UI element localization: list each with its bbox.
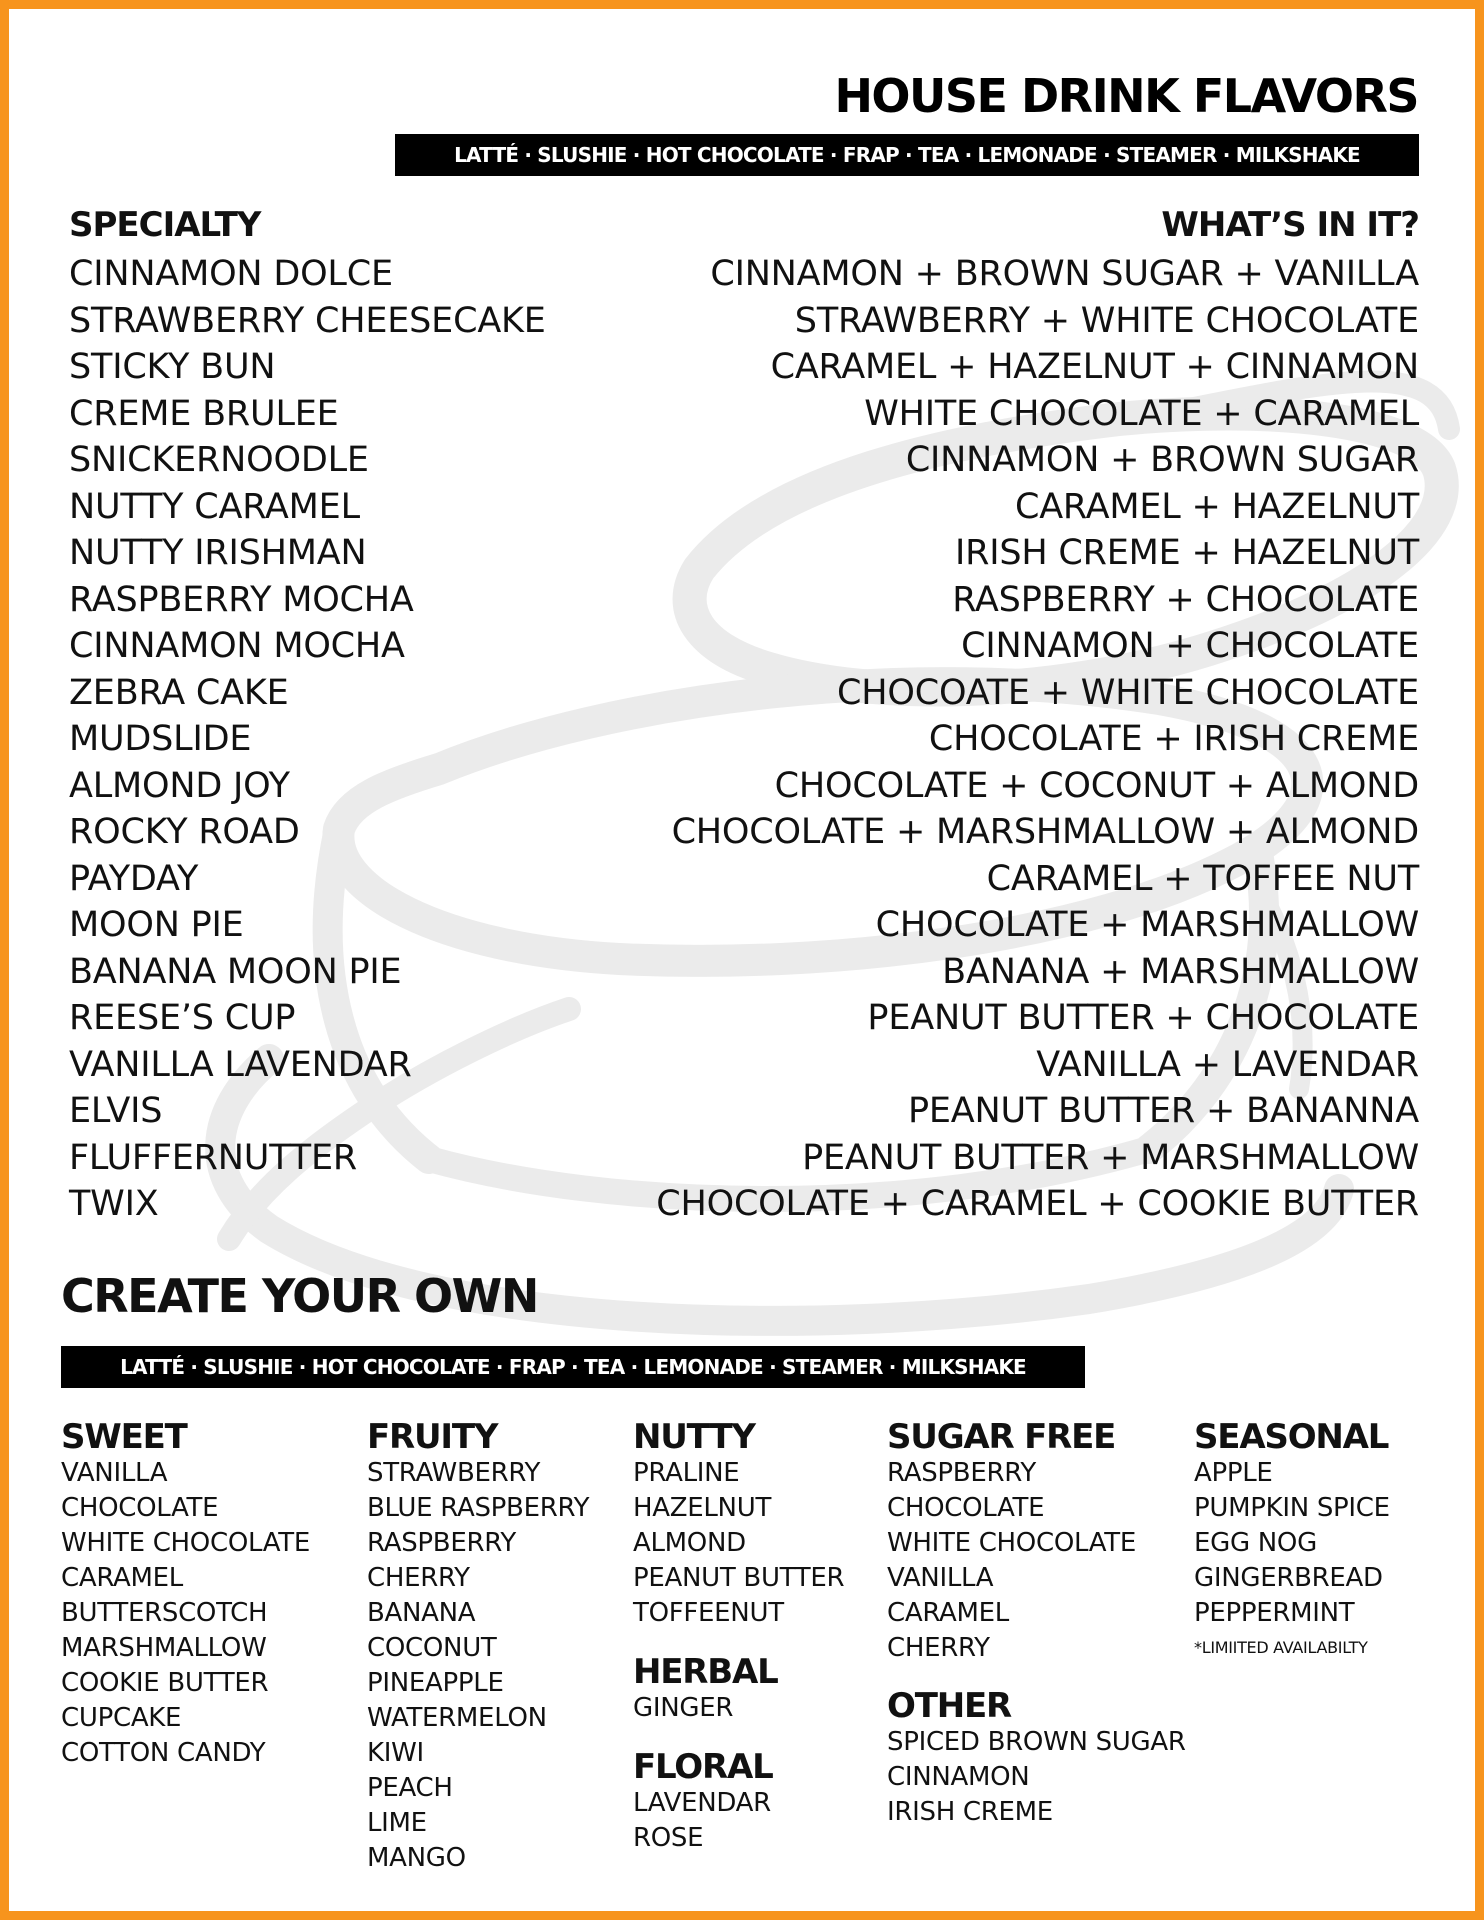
flavor-item: MANGO (367, 1843, 466, 1873)
category-heading: SEASONAL (1194, 1417, 1389, 1457)
category-sugar-free (887, 1418, 1136, 1666)
ingredients-item: STRAWBERRY + WHITE CHOCOLATE (794, 300, 1419, 341)
ingredients-item: IRISH CREME + HAZELNUT (954, 533, 1419, 573)
category-other (887, 1687, 1186, 1830)
flavor-item: KIWI (367, 1738, 424, 1768)
specialty-item: NUTTY CARAMEL (69, 486, 360, 527)
specialty-item: STRAWBERRY CHEESECAKE (69, 300, 546, 341)
flavor-item: PEACH (367, 1773, 453, 1803)
flavor-list (887, 1456, 1136, 1666)
specialty-item: NUTTY IRISHMAN (69, 533, 367, 573)
flavor-item: IRISH CREME (887, 1797, 1053, 1827)
flavor-item: ROSE (633, 1823, 704, 1853)
flavor-item: ALMOND (633, 1528, 746, 1558)
ingredients-item: CINNAMON + BROWN SUGAR (905, 440, 1419, 480)
specialty-item: STICKY BUN (69, 347, 276, 387)
flavor-item: SPICED BROWN SUGAR (887, 1727, 1186, 1757)
ingredients-item: BANANA + MARSHMALLOW (942, 951, 1419, 992)
specialty-item: FLUFFERNUTTER (69, 1137, 357, 1178)
ingredients-item: CINNAMON + CHOCOLATE (961, 626, 1419, 666)
flavor-item: COOKIE BUTTER (61, 1668, 269, 1698)
ingredients-item: CHOCOLATE + MARSHMALLOW (875, 905, 1419, 945)
specialty-item: RASPBERRY MOCHA (69, 579, 414, 620)
flavor-item: GINGERBREAD (1194, 1563, 1383, 1593)
category-heading: SUGAR FREE (887, 1417, 1116, 1457)
flavor-item: HAZELNUT (633, 1493, 772, 1523)
flavor-item: CHOCOLATE (61, 1493, 219, 1523)
flavor-item: STRAWBERRY (367, 1458, 541, 1488)
flavor-item: COTTON CANDY (61, 1738, 266, 1768)
specialty-item: ROCKY ROAD (69, 812, 300, 852)
ingredients-item: CHOCOLATE + MARSHMALLOW + ALMOND (671, 812, 1419, 852)
ingredients-item: CARAMEL + HAZELNUT (1014, 486, 1419, 527)
specialty-item: MOON PIE (69, 905, 244, 945)
specialty-item: BANANA MOON PIE (69, 951, 402, 992)
category-heading: FRUITY (367, 1417, 498, 1457)
flavor-list (1194, 1456, 1390, 1631)
flavor-list (633, 1691, 778, 1726)
category-heading: HERBAL (633, 1652, 778, 1692)
ingredients-item: CINNAMON + BROWN SUGAR + VANILLA (710, 254, 1419, 294)
flavor-item: GINGER (633, 1693, 734, 1723)
flavor-item: LIME (367, 1808, 427, 1838)
ingredients-item: CHOCOATE + WHITE CHOCOLATE (837, 672, 1419, 713)
category-nutty (633, 1418, 844, 1631)
ingredients-list (656, 251, 1419, 1228)
flavor-item: MARSHMALLOW (61, 1633, 267, 1663)
flavor-item: VANILLA (887, 1563, 994, 1593)
flavor-item: RASPBERRY (887, 1458, 1036, 1488)
drinks-bar-bottom: LATTÉ · SLUSHIE · HOT CHOCOLATE · FRAP · TEA · LEMONADE · STEAMER · MILKSHAKE (61, 1346, 1085, 1388)
flavor-item: WHITE CHOCOLATE (61, 1528, 310, 1558)
flavor-item: BLUE RASPBERRY (367, 1493, 590, 1523)
ingredients-item: PEANUT BUTTER + BANANNA (907, 1091, 1419, 1131)
page-title: HOUSE DRINK FLAVORS (834, 69, 1418, 123)
category-heading: SWEET (61, 1417, 187, 1457)
content-layer (9, 9, 1475, 1911)
category-floral (633, 1748, 773, 1856)
category-heading: NUTTY (633, 1417, 755, 1457)
category-seasonal (1194, 1418, 1390, 1665)
ingredients-item: RASPBERRY + CHOCOLATE (952, 579, 1419, 620)
specialty-item: REESE’S CUP (69, 998, 296, 1038)
limited-availability-note: *LIMIITED AVAILABILTY (1194, 1638, 1368, 1657)
flavor-item: PRALINE (633, 1458, 740, 1488)
flavor-item: BUTTERSCOTCH (61, 1598, 268, 1628)
flavor-list (367, 1456, 589, 1876)
flavor-item: TOFFEENUT (633, 1598, 784, 1628)
specialty-item: TWIX (69, 1184, 159, 1224)
category-heading: FLORAL (633, 1747, 773, 1787)
create-your-own-title: CREATE YOUR OWN (61, 1269, 538, 1323)
specialty-item: VANILLA LAVENDAR (69, 1044, 412, 1085)
flavor-item: BANANA (367, 1598, 476, 1628)
flavor-item: PUMPKIN SPICE (1194, 1493, 1390, 1523)
flavor-item: WHITE CHOCOLATE (887, 1528, 1136, 1558)
flavor-item: CARAMEL (887, 1598, 1009, 1628)
specialty-item: CINNAMON MOCHA (69, 626, 405, 666)
flavor-item: CUPCAKE (61, 1703, 182, 1733)
flavor-list (633, 1456, 844, 1631)
specialty-item: CREME BRULEE (69, 393, 339, 434)
ingredients-item: WHITE CHOCOLATE + CARAMEL (864, 393, 1419, 434)
category-heading: OTHER (887, 1686, 1011, 1726)
specialty-item: MUDSLIDE (69, 719, 252, 759)
flavor-item: RASPBERRY (367, 1528, 516, 1558)
flavor-item: PINEAPPLE (367, 1668, 504, 1698)
flavor-item: CHERRY (887, 1633, 990, 1663)
ingredients-heading: WHAT’S IN IT? (1161, 205, 1419, 245)
category-herbal (633, 1653, 778, 1726)
specialty-list (69, 251, 546, 1228)
specialty-item: ALMOND JOY (69, 765, 290, 806)
flavor-item: CINNAMON (887, 1762, 1030, 1792)
specialty-heading: SPECIALTY (69, 205, 261, 245)
specialty-item: ELVIS (69, 1091, 163, 1131)
flavor-item: CARAMEL (61, 1563, 183, 1593)
flavor-item: WATERMELON (367, 1703, 547, 1733)
drinks-bar-top: LATTÉ · SLUSHIE · HOT CHOCOLATE · FRAP · TEA · LEMONADE · STEAMER · MILKSHAKE (395, 134, 1419, 176)
specialty-item: SNICKERNOODLE (69, 440, 369, 480)
flavor-list (887, 1725, 1186, 1830)
flavor-item: PEPPERMINT (1194, 1598, 1355, 1628)
ingredients-item: CARAMEL + TOFFEE NUT (986, 858, 1419, 899)
category-fruity (367, 1418, 589, 1876)
ingredients-item: PEANUT BUTTER + CHOCOLATE (867, 998, 1419, 1038)
category-sweet (61, 1418, 310, 1771)
ingredients-item: CARAMEL + HAZELNUT + CINNAMON (770, 347, 1419, 387)
ingredients-item: CHOCOLATE + IRISH CREME (928, 719, 1419, 759)
ingredients-item: CHOCOLATE + CARAMEL + COOKIE BUTTER (656, 1184, 1419, 1224)
ingredients-item: VANILLA + LAVENDAR (1036, 1044, 1419, 1085)
flavor-list (61, 1456, 310, 1771)
flavor-item: APPLE (1194, 1458, 1273, 1488)
flavor-item: LAVENDAR (633, 1788, 771, 1818)
flavor-item: COCONUT (367, 1633, 497, 1663)
flavor-item: PEANUT BUTTER (633, 1563, 845, 1593)
specialty-item: ZEBRA CAKE (69, 672, 289, 713)
flavor-item: EGG NOG (1194, 1528, 1317, 1558)
flavor-item: CHOCOLATE (887, 1493, 1045, 1523)
specialty-item: PAYDAY (69, 858, 199, 899)
flavor-list (633, 1786, 773, 1856)
flavor-item: VANILLA (61, 1458, 168, 1488)
ingredients-item: CHOCOLATE + COCONUT + ALMOND (774, 765, 1419, 806)
ingredients-item: PEANUT BUTTER + MARSHMALLOW (802, 1137, 1419, 1178)
flavor-item: CHERRY (367, 1563, 470, 1593)
specialty-item: CINNAMON DOLCE (69, 254, 393, 294)
